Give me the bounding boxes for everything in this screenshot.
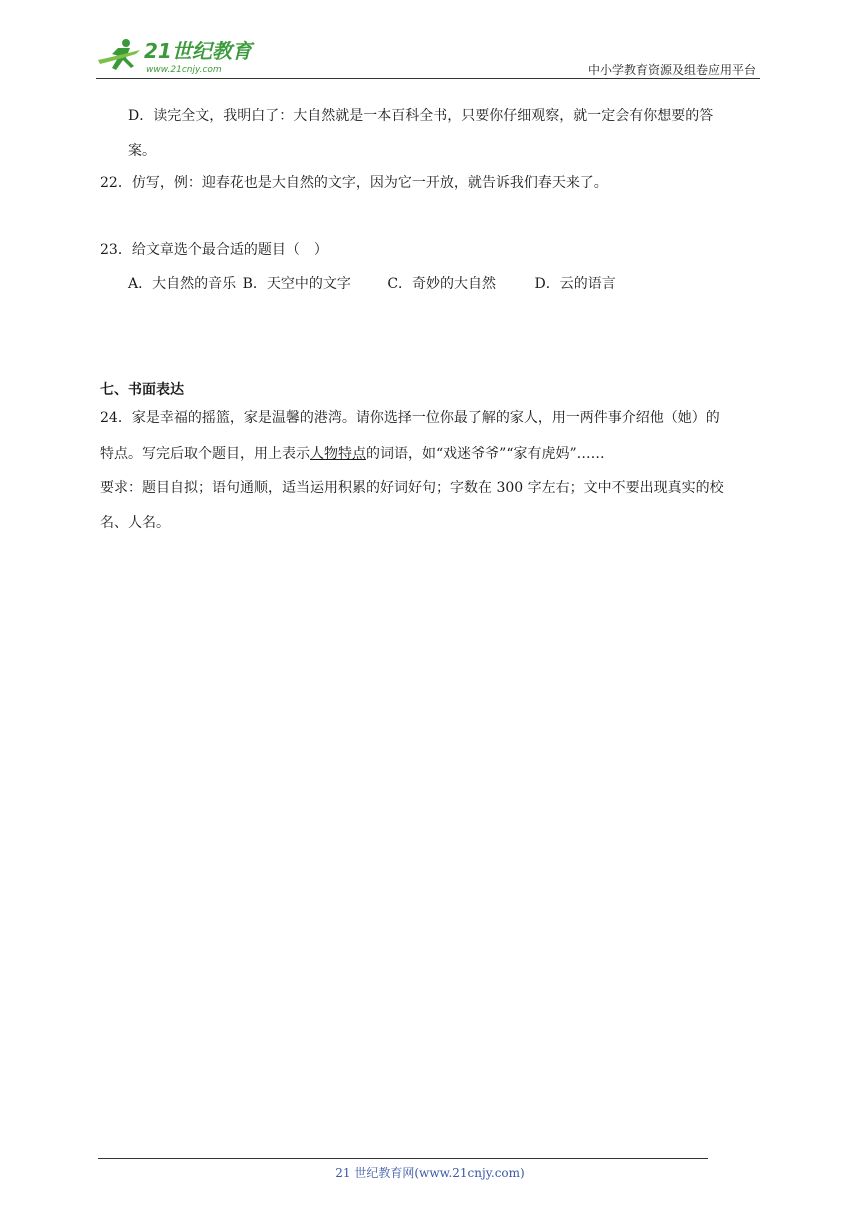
q23-option-b: B．天空中的文字 — [242, 276, 351, 292]
footer-divider — [98, 1158, 708, 1159]
q21-option-d-line2: 案。 — [128, 143, 156, 159]
q24-underlined-term: 人物特点 — [310, 446, 366, 462]
logo-21cnjy — [96, 36, 261, 76]
q24-line2-pre: 特点。写完后取个题目，用上表示 — [100, 446, 310, 462]
question-23: 23．给文章选个最合适的题目（ ） — [100, 242, 328, 258]
header-platform-label: 中小学教育资源及组卷应用平台 — [587, 63, 756, 77]
question-23-options — [128, 274, 616, 294]
question-22: 22．仿写，例：迎春花也是大自然的文字，因为它一开放，就告诉我们春天来了。 — [100, 175, 608, 191]
q23-option-c: C．奇妙的大自然 — [387, 276, 497, 292]
q21-option-d-line1: D．读完全文，我明白了：大自然就是一本百科全书，只要你仔细观察，就一定会有你想要的答 — [128, 108, 714, 124]
footer-site-link[interactable]: 21 世纪教育网(www.21cnjy.com) — [335, 1166, 525, 1180]
q24-line1: 24．家是幸福的摇篮，家是温馨的港湾。请你选择一位你最了解的家人，用一两件事介绍他（她）的 — [100, 410, 720, 426]
q24-line2 — [100, 444, 605, 464]
svg-text:www.21cnjy.com: www.21cnjy.com — [146, 65, 222, 75]
svg-text:21世纪教育: 21世纪教育 — [144, 39, 252, 63]
page-header — [96, 30, 760, 79]
q24-line2-post: 的词语，如“戏迷爷爷”“家有虎妈”…… — [366, 446, 605, 462]
q24-requirements-line2: 名、人名。 — [100, 515, 170, 531]
q23-option-a: A．大自然的音乐 — [128, 276, 237, 292]
q23-option-d: D．云的语言 — [534, 276, 616, 292]
section-7-title: 七、书面表达 — [100, 382, 184, 398]
q24-requirements-line1: 要求：题目自拟；语句通顺，适当运用积累的好词好句；字数在 300 字左右；文中不要出现真实的校 — [100, 480, 724, 496]
